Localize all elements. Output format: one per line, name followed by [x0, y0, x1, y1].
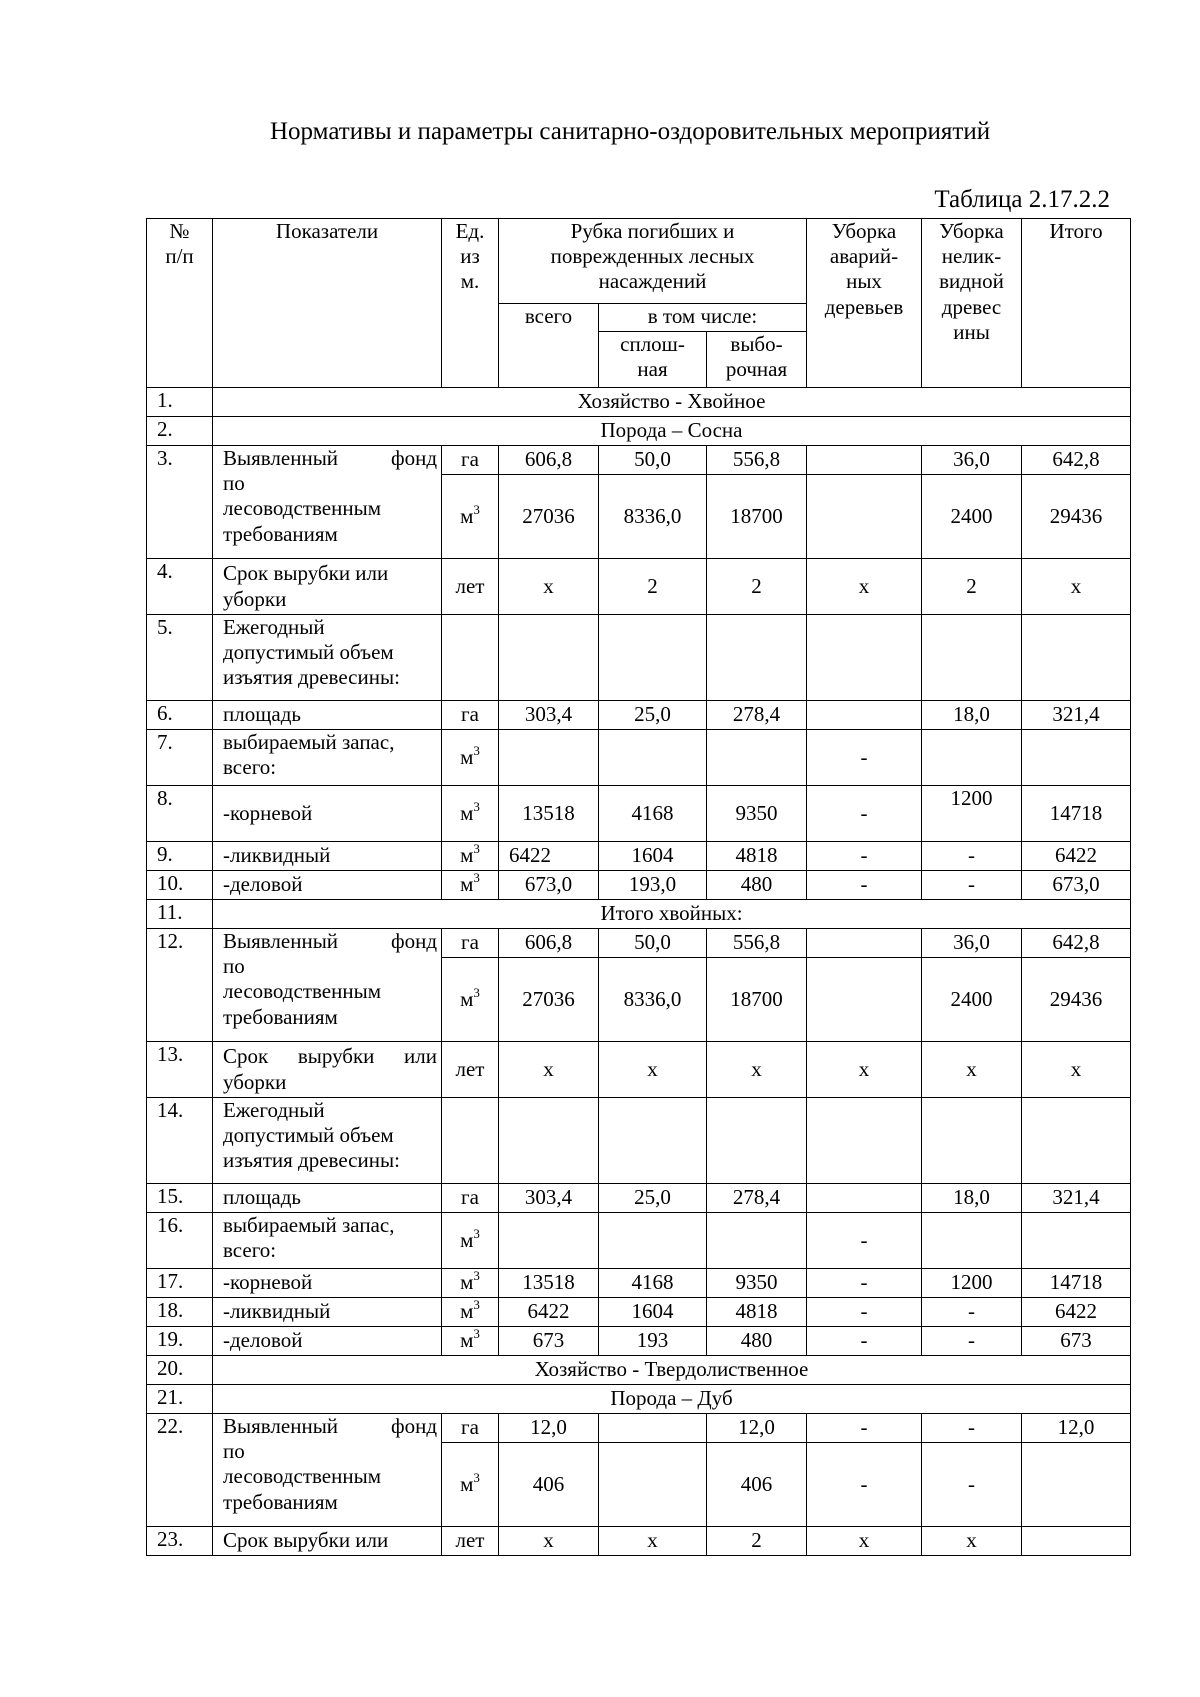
unit-cell: $м^3$ — [442, 1298, 499, 1327]
table-row — [147, 701, 1131, 730]
section-heading: Порода – Сосна — [213, 417, 1131, 446]
value-cell: 406 — [499, 1443, 599, 1527]
value-cell: 321,4 — [1022, 701, 1131, 730]
header-including: в том числе: — [599, 304, 807, 332]
value-cell: 12,0 — [1022, 1414, 1131, 1443]
table-row — [147, 1042, 1131, 1098]
value-cell: х — [922, 1527, 1022, 1556]
header-emergency-trees: Уборка аварий- ных деревьев — [807, 219, 922, 388]
indicator-label: -ликвидный — [213, 842, 442, 871]
row-number: 13. — [147, 1042, 213, 1098]
value-cell: 673 — [499, 1327, 599, 1356]
table-row — [147, 1184, 1131, 1213]
value-cell: - — [922, 1443, 1022, 1527]
value-cell: х — [599, 1042, 707, 1098]
value-cell: 4818 — [707, 1298, 807, 1327]
table-row — [147, 730, 1131, 786]
value-cell: 1604 — [599, 1298, 707, 1327]
header-num: № п/п — [147, 219, 213, 388]
value-cell: х — [1022, 559, 1131, 615]
value-cell: х — [499, 1042, 599, 1098]
table-row — [147, 417, 1131, 446]
value-cell: 8336,0 — [599, 475, 707, 559]
value-cell — [1022, 1527, 1131, 1556]
value-cell: 50,0 — [599, 446, 707, 475]
row-number: 17. — [147, 1269, 213, 1298]
indicator-label: площадь — [213, 1184, 442, 1213]
value-cell: 14718 — [1022, 786, 1131, 842]
table-row — [147, 1527, 1131, 1556]
value-cell: 193 — [599, 1327, 707, 1356]
unit-cell: $м^3$ — [442, 871, 499, 900]
value-cell: х — [499, 559, 599, 615]
document-title: Нормативы и параметры санитарно-оздоровительных мероприятий — [270, 118, 991, 145]
value-cell: 18700 — [707, 958, 807, 1042]
unit-cell: $м^3$ — [442, 786, 499, 842]
value-cell: 556,8 — [707, 446, 807, 475]
value-cell: х — [599, 1527, 707, 1556]
indicator-label: Выявленный фонд по лесоводственным требованиям — [213, 1414, 442, 1527]
value-cell: х — [707, 1042, 807, 1098]
value-cell: х — [1022, 1042, 1131, 1098]
unit-cell: га — [442, 1184, 499, 1213]
value-cell: - — [922, 1414, 1022, 1443]
value-cell — [807, 929, 922, 958]
value-cell: - — [807, 1269, 922, 1298]
header-nonliquid-wood: Уборка нелик- видной древес ины — [922, 219, 1022, 388]
unit-cell: лет — [442, 1042, 499, 1098]
header-all: всего — [499, 304, 599, 388]
value-cell: х — [807, 559, 922, 615]
row-number: 14. — [147, 1098, 213, 1184]
header-indicator: Показатели — [213, 219, 442, 388]
table-row — [147, 871, 1131, 900]
row-number: 22. — [147, 1414, 213, 1527]
value-cell: х — [499, 1527, 599, 1556]
row-number: 19. — [147, 1327, 213, 1356]
value-cell: 36,0 — [922, 929, 1022, 958]
value-cell: - — [807, 871, 922, 900]
table-row — [147, 559, 1131, 615]
value-cell: 9350 — [707, 786, 807, 842]
value-cell: 18700 — [707, 475, 807, 559]
value-cell: 480 — [707, 871, 807, 900]
table-row — [147, 786, 1131, 842]
unit-cell: га — [442, 701, 499, 730]
value-cell: 4818 — [707, 842, 807, 871]
value-cell: 406 — [707, 1443, 807, 1527]
table-row — [147, 1414, 1131, 1443]
section-heading: Хозяйство - Хвойное — [213, 388, 1131, 417]
row-number: 11. — [147, 900, 213, 929]
indicator-label: -корневой — [213, 786, 442, 842]
value-cell: 606,8 — [499, 929, 599, 958]
unit-cell: $м^3$ — [442, 1327, 499, 1356]
table-row — [147, 1356, 1131, 1385]
unit-cell: $м^3$ — [442, 1443, 499, 1527]
unit-cell: лет — [442, 1527, 499, 1556]
unit-cell: $м^3$ — [442, 475, 499, 559]
value-cell — [922, 1213, 1022, 1269]
value-cell: 278,4 — [707, 1184, 807, 1213]
value-cell: х — [807, 1527, 922, 1556]
row-number: 15. — [147, 1184, 213, 1213]
value-cell: - — [807, 1443, 922, 1527]
value-cell: 13518 — [499, 786, 599, 842]
table-row — [147, 1213, 1131, 1269]
section-heading: Порода – Дуб — [213, 1385, 1131, 1414]
unit-cell: га — [442, 1414, 499, 1443]
value-cell: 2 — [922, 559, 1022, 615]
value-cell: 2 — [599, 559, 707, 615]
value-cell: 9350 — [707, 1269, 807, 1298]
value-cell: 2 — [707, 1527, 807, 1556]
indicator-label: Срок вырубки или уборки — [213, 559, 442, 615]
table-row — [147, 1298, 1131, 1327]
table-row — [147, 1269, 1131, 1298]
unit-cell: $м^3$ — [442, 730, 499, 786]
value-cell — [599, 1414, 707, 1443]
table-row — [147, 929, 1131, 958]
value-cell: - — [922, 871, 1022, 900]
header-unit: Ед. из м. — [442, 219, 499, 388]
value-cell: 6422 — [499, 842, 599, 871]
header-felling: Рубка погибших и поврежденных лесных насаждений — [499, 219, 807, 304]
row-number: 4. — [147, 559, 213, 615]
value-cell — [707, 730, 807, 786]
value-cell: 673 — [1022, 1327, 1131, 1356]
value-cell: 1200 — [922, 1269, 1022, 1298]
indicator-label: -деловой — [213, 1327, 442, 1356]
unit-cell: $м^3$ — [442, 1213, 499, 1269]
value-cell: 36,0 — [922, 446, 1022, 475]
header-selective-felling: выбо- рочная — [707, 332, 807, 388]
indicator-label: Выявленный фонд по лесоводственным требованиям — [213, 929, 442, 1042]
indicator-label: -ликвидный — [213, 1298, 442, 1327]
indicator-label: Ежегодный допустимый объем изъятия древесины: — [213, 615, 442, 701]
value-cell — [807, 1184, 922, 1213]
value-cell: 27036 — [499, 475, 599, 559]
value-cell: - — [807, 786, 922, 842]
value-cell — [807, 701, 922, 730]
value-cell: 18,0 — [922, 1184, 1022, 1213]
value-cell: 25,0 — [599, 1184, 707, 1213]
row-number: 16. — [147, 1213, 213, 1269]
value-cell: 12,0 — [499, 1414, 599, 1443]
unit-cell: лет — [442, 559, 499, 615]
value-cell — [599, 1213, 707, 1269]
value-cell: 8336,0 — [599, 958, 707, 1042]
table-row — [147, 842, 1131, 871]
row-number: 21. — [147, 1385, 213, 1414]
value-cell: - — [807, 1414, 922, 1443]
value-cell — [807, 958, 922, 1042]
value-cell: - — [922, 1327, 1022, 1356]
value-cell: 642,8 — [1022, 929, 1131, 958]
value-cell: 1200 — [922, 786, 1022, 842]
indicator-label: выбираемый запас, всего: — [213, 730, 442, 786]
value-cell: 1604 — [599, 842, 707, 871]
value-cell — [599, 730, 707, 786]
unit-cell: $м^3$ — [442, 842, 499, 871]
value-cell — [922, 730, 1022, 786]
table-row — [147, 1327, 1131, 1356]
table-row — [147, 900, 1131, 929]
value-cell: 2400 — [922, 958, 1022, 1042]
value-cell: 29436 — [1022, 958, 1131, 1042]
row-number: 3. — [147, 446, 213, 559]
row-number: 23. — [147, 1527, 213, 1556]
value-cell: - — [922, 1298, 1022, 1327]
value-cell — [1022, 1213, 1131, 1269]
row-number: 5. — [147, 615, 213, 701]
value-cell — [499, 730, 599, 786]
value-cell: - — [922, 842, 1022, 871]
row-number: 8. — [147, 786, 213, 842]
indicator-label: Срок вырубки или — [213, 1527, 442, 1556]
header-total: Итого — [1022, 219, 1131, 388]
indicator-label: -корневой — [213, 1269, 442, 1298]
indicator-label: выбираемый запас, всего: — [213, 1213, 442, 1269]
indicator-label: Ежегодный допустимый объем изъятия древесины: — [213, 1098, 442, 1184]
value-cell: - — [807, 1298, 922, 1327]
indicator-label: Выявленный фонд по лесоводственным требованиям — [213, 446, 442, 559]
value-cell: 6422 — [1022, 1298, 1131, 1327]
value-cell: 29436 — [1022, 475, 1131, 559]
indicator-label: площадь — [213, 701, 442, 730]
value-cell: 278,4 — [707, 701, 807, 730]
value-cell: 6422 — [1022, 842, 1131, 871]
value-cell: 303,4 — [499, 701, 599, 730]
table-row — [147, 446, 1131, 475]
indicator-label: -деловой — [213, 871, 442, 900]
value-cell: - — [807, 1327, 922, 1356]
value-cell: х — [922, 1042, 1022, 1098]
value-cell — [599, 1443, 707, 1527]
value-cell — [1022, 730, 1131, 786]
row-number: 12. — [147, 929, 213, 1042]
indicator-label: Срок вырубки или уборки — [213, 1042, 442, 1098]
unit-cell: $м^3$ — [442, 1269, 499, 1298]
value-cell: 14718 — [1022, 1269, 1131, 1298]
value-cell: 27036 — [499, 958, 599, 1042]
value-cell: - — [807, 842, 922, 871]
norms-table — [146, 218, 1131, 1556]
row-number: 7. — [147, 730, 213, 786]
unit-cell: га — [442, 929, 499, 958]
value-cell: 673,0 — [1022, 871, 1131, 900]
value-cell: 4168 — [599, 1269, 707, 1298]
value-cell: 18,0 — [922, 701, 1022, 730]
value-cell: х — [807, 1042, 922, 1098]
value-cell: 606,8 — [499, 446, 599, 475]
row-number: 6. — [147, 701, 213, 730]
value-cell: 642,8 — [1022, 446, 1131, 475]
unit-cell: га — [442, 446, 499, 475]
value-cell: 673,0 — [499, 871, 599, 900]
row-number: 10. — [147, 871, 213, 900]
value-cell — [807, 475, 922, 559]
value-cell: 480 — [707, 1327, 807, 1356]
row-number: 9. — [147, 842, 213, 871]
value-cell: 321,4 — [1022, 1184, 1131, 1213]
section-heading: Хозяйство - Твердолиственное — [213, 1356, 1131, 1385]
value-cell: 50,0 — [599, 929, 707, 958]
table-row — [147, 1098, 1131, 1184]
row-number: 20. — [147, 1356, 213, 1385]
value-cell: 556,8 — [707, 929, 807, 958]
value-cell: 4168 — [599, 786, 707, 842]
row-number: 18. — [147, 1298, 213, 1327]
value-cell: 25,0 — [599, 701, 707, 730]
section-heading: Итого хвойных: — [213, 900, 1131, 929]
table-row — [147, 1385, 1131, 1414]
value-cell: 13518 — [499, 1269, 599, 1298]
table-row — [147, 388, 1131, 417]
value-cell: - — [807, 730, 922, 786]
value-cell: 303,4 — [499, 1184, 599, 1213]
value-cell: 193,0 — [599, 871, 707, 900]
row-number: 1. — [147, 388, 213, 417]
value-cell: 2 — [707, 559, 807, 615]
table-row — [147, 615, 1131, 701]
value-cell — [807, 446, 922, 475]
table-number: Таблица 2.17.2.2 — [934, 186, 1110, 213]
value-cell: 12,0 — [707, 1414, 807, 1443]
header-clear-felling: сплош- ная — [599, 332, 707, 388]
value-cell: - — [807, 1213, 922, 1269]
value-cell: 2400 — [922, 475, 1022, 559]
value-cell — [499, 1213, 599, 1269]
value-cell — [1022, 1443, 1131, 1527]
value-cell: 6422 — [499, 1298, 599, 1327]
value-cell — [707, 1213, 807, 1269]
row-number: 2. — [147, 417, 213, 446]
unit-cell: $м^3$ — [442, 958, 499, 1042]
